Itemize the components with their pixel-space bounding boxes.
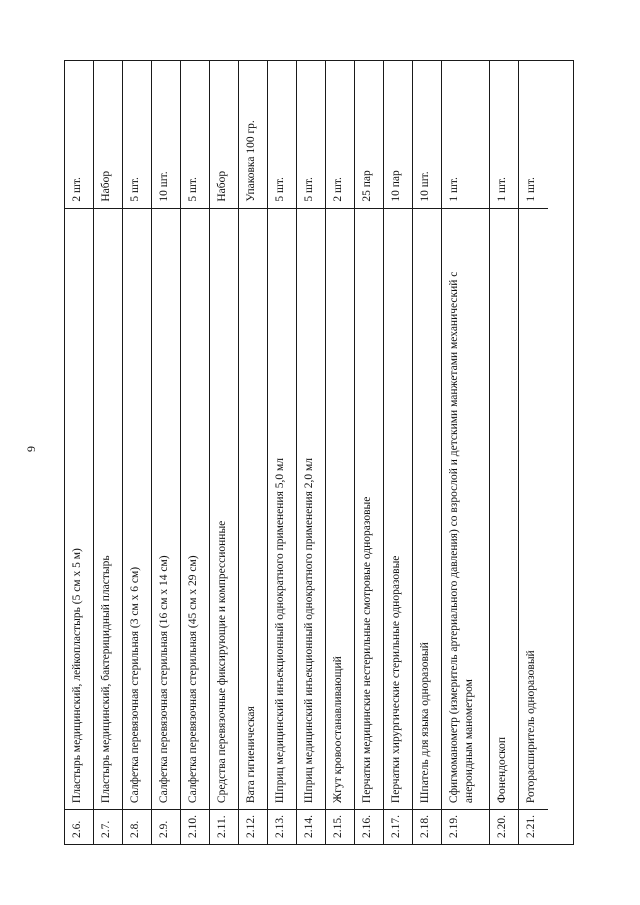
item-quantity: 5 шт. — [274, 177, 286, 202]
table-row — [442, 61, 490, 844]
item-name: Жгут кровоостанавливающий — [326, 208, 354, 809]
equipment-table — [64, 60, 574, 845]
row-number: 2.9. — [152, 809, 180, 844]
item-name: Вата гигиеническая — [239, 208, 267, 809]
item-quantity: Упаковка 100 гр. — [245, 120, 257, 202]
item-quantity: 1 шт. — [448, 177, 460, 202]
table-row — [326, 61, 355, 844]
row-number: 2.17. — [384, 809, 412, 844]
item-quantity: 2 шт. — [71, 177, 83, 202]
item-name: Салфетка перевязочная стерильная (16 см х 14 см) — [152, 208, 180, 809]
item-name: Пластырь медицинский, бактерицидный пластырь — [94, 208, 122, 809]
table-row — [123, 61, 152, 844]
item-quantity: 5 шт. — [303, 177, 315, 202]
item-name: Сфигмоманометр (измеритель артериального давления) со взрослой и детскими манжетами механический с анероидным манометром — [442, 208, 489, 809]
item-quantity: 1 шт. — [525, 177, 537, 202]
item-quantity: 10 шт. — [158, 171, 170, 202]
item-name: Перчатки медицинские нестерильные смотровые одноразовые — [355, 208, 383, 809]
item-quantity: Набор — [100, 170, 112, 202]
item-quantity: 5 шт. — [187, 177, 199, 202]
item-name: Салфетка перевязочная стерильная (3 см х 6 см) — [123, 208, 151, 809]
item-quantity: 10 шт. — [419, 171, 431, 202]
item-name: Средства перевязочные фиксирующие и компрессионные — [210, 208, 238, 809]
table-row — [152, 61, 181, 844]
item-quantity: 5 шт. — [129, 177, 141, 202]
table-row — [297, 61, 326, 844]
item-quantity: Набор — [216, 170, 228, 202]
item-quantity: 25 пар — [361, 170, 373, 202]
table-row — [239, 61, 268, 844]
table-row — [519, 61, 548, 844]
table-row — [181, 61, 210, 844]
item-name: Роторасширитель одноразовый — [519, 208, 548, 809]
row-number: 2.13. — [268, 809, 296, 844]
row-number: 2.11. — [210, 809, 238, 844]
row-number: 2.12. — [239, 809, 267, 844]
item-quantity: 10 пар — [390, 170, 402, 202]
item-name: Шпатель для языка одноразовый — [413, 208, 441, 809]
item-quantity: 1 шт. — [496, 177, 508, 202]
row-number: 2.8. — [123, 809, 151, 844]
row-number: 2.15. — [326, 809, 354, 844]
row-number: 2.10. — [181, 809, 209, 844]
row-number: 2.7. — [94, 809, 122, 844]
row-number: 2.21. — [519, 809, 548, 844]
table-row — [268, 61, 297, 844]
table-row — [490, 61, 519, 844]
item-quantity: 2 шт. — [332, 177, 344, 202]
row-number: 2.19. — [442, 809, 489, 844]
item-name: Пластырь медицинский, лейкопластырь (5 см х 5 м) — [65, 208, 93, 809]
page-number: 9 — [24, 446, 38, 452]
table-row — [94, 61, 123, 844]
row-number: 2.14. — [297, 809, 325, 844]
table-row — [65, 61, 94, 844]
table-row — [413, 61, 442, 844]
table-row — [384, 61, 413, 844]
item-name: Перчатки хирургические стерильные одноразовые — [384, 208, 412, 809]
item-name: Салфетка перевязочная стерильная (45 см х 29 см) — [181, 208, 209, 809]
row-number: 2.18. — [413, 809, 441, 844]
row-number: 2.16. — [355, 809, 383, 844]
item-name: Шприц медицинский инъекционный однократного применения 5,0 мл — [268, 208, 296, 809]
row-number: 2.6. — [65, 809, 93, 844]
item-name: Фонендоскоп — [490, 208, 518, 809]
row-number: 2.20. — [490, 809, 518, 844]
table-row — [210, 61, 239, 844]
item-name: Шприц медицинский инъекционный однократного применения 2,0 мл — [297, 208, 325, 809]
table-row — [355, 61, 384, 844]
